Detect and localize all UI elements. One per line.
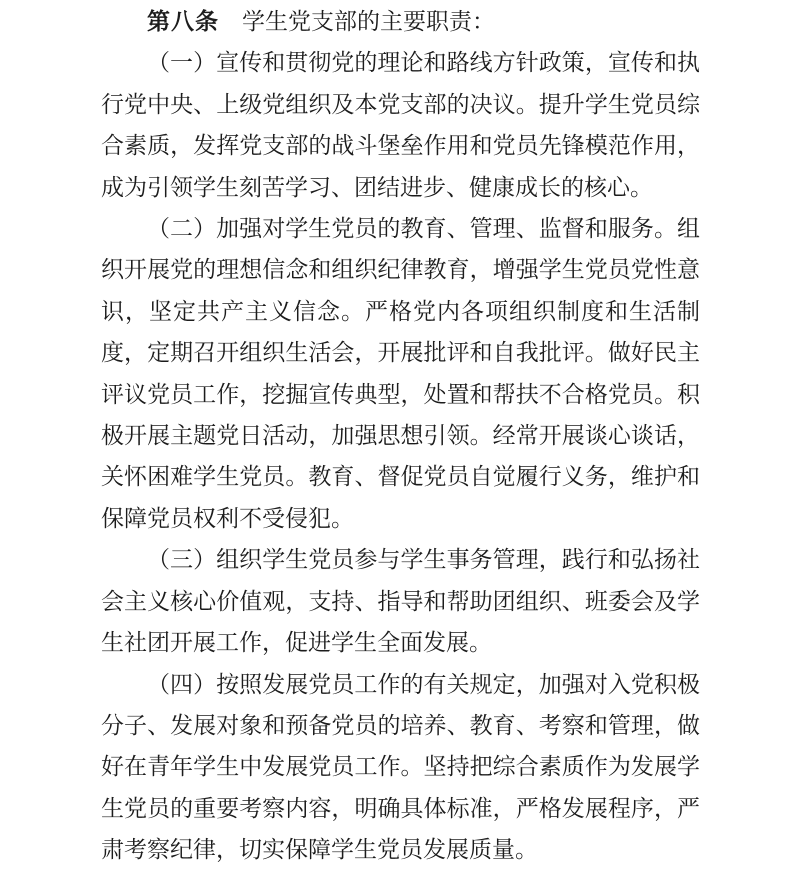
clause-paragraph: （四）按照发展党员工作的有关规定，加强对入党积极分子、发展对象和预备党员的培养、教育、考察和管理，做好在青年学生中发展党员工作。坚持把综合素质作为发展学生党员的重要考察内容，明确具体标准，严格发展程序，严肃考察纪律，切实保障学生党员发展质量。 <box>101 671 700 864</box>
clause-list <box>101 43 700 871</box>
article-number: 第八条 <box>147 8 219 35</box>
article-title: 学生党支部的主要职责： <box>242 9 495 35</box>
article-heading <box>101 1 700 43</box>
clause-paragraph: （一）宣传和贯彻党的理论和路线方针政策，宣传和执行党中央、上级党组织及本党支部的决议。提升学生党员综合素质，发挥党支部的战斗堡垒作用和党员先锋模范作用，成为引领学生刻苦学习、团结进步、健康成长的核心。 <box>101 50 700 201</box>
clause-paragraph: （三）组织学生党员参与学生事务管理，践行和弘扬社会主义核心价值观，支持、指导和帮助团组织、班委会及学生社团开展工作，促进学生全面发展。 <box>101 547 700 657</box>
clause-paragraph: （二）加强对学生党员的教育、管理、监督和服务。组织开展党的理想信念和组织纪律教育，增强学生党员党性意识，坚定共产主义信念。严格党内各项组织制度和生活制度，定期召开组织生活会，开展批评和自我批评。做好民主评议党员工作，挖掘宣传典型，处置和帮扶不合格党员。积极开展主题党日活动，加强思想引领。经常开展谈心谈话，关怀困难学生党员。教育、督促党员自觉履行义务，维护和保障党员权利不受侵犯。 <box>101 216 700 532</box>
